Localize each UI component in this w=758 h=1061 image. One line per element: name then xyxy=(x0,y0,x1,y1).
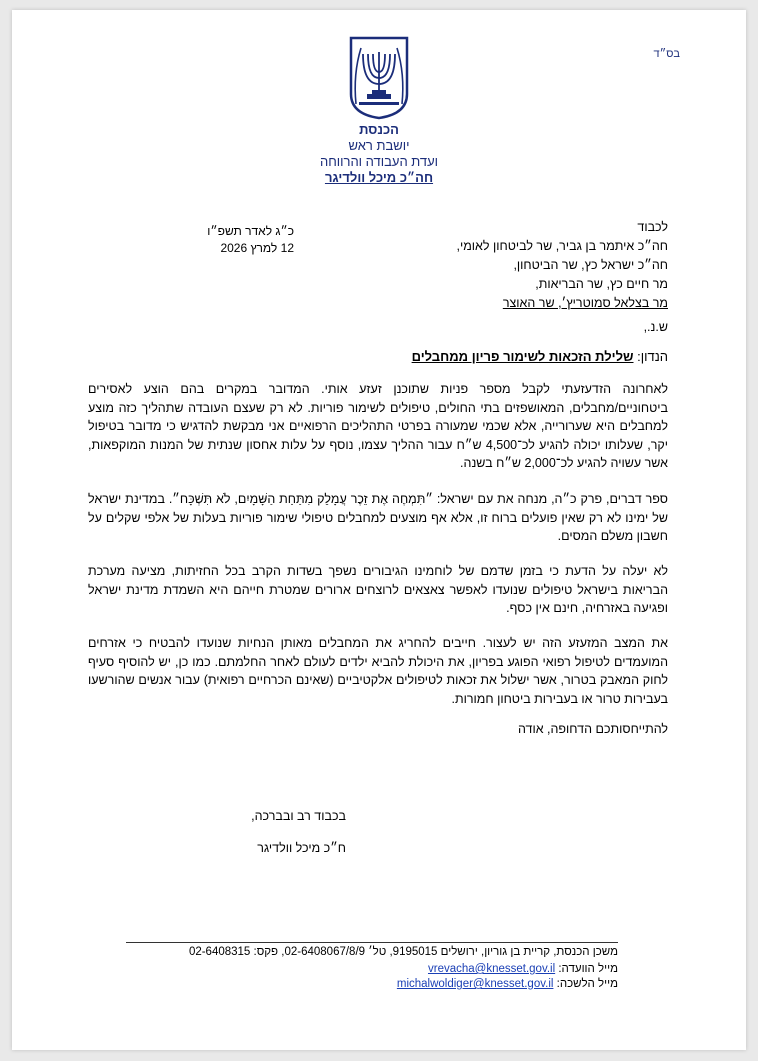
office-mail-label: מייל הלשכה: xyxy=(556,978,618,990)
letterhead-org: הכנסת xyxy=(359,122,399,137)
date-gregorian: 12 למרץ 2026 xyxy=(220,241,294,255)
signature-greeting: בכבוד רב ובברכה, xyxy=(251,809,346,823)
footer-office-mail xyxy=(126,977,618,992)
knesset-emblem-icon xyxy=(347,34,411,120)
letter-date xyxy=(134,223,294,257)
body-paragraph: לא יעלה על הדעת כי בזמן שדמם של לוחמינו הגיבורים נשפך בשדות הקרב בכל החזיתות, מציעה מערכת הבריאות בישראל טיפולים שנועדו לאפשר צאצאים לרוצחים ארורים שמטרת חייהם היא השמדת מדינת ישראל ופגיעה באזרחיה, חינם אין כסף. xyxy=(88,564,668,616)
footer-divider xyxy=(126,942,618,943)
recipient-line: חה״כ איתמר בן גביר, שר לביטחון לאומי, xyxy=(456,239,668,253)
letterhead-role: יושבת ראש xyxy=(348,138,410,153)
committee-mail-link[interactable]: vrevacha@knesset.gov.il xyxy=(427,963,556,975)
signature-name: ח״כ מיכל וולדיגר xyxy=(257,841,346,855)
office-mail-link[interactable]: michalwoldiger@knesset.gov.il xyxy=(396,978,554,990)
footer-address: משכן הכנסת, קריית בן גוריון, ירושלים 9195015, טל׳ 02-6408067/8/9, פקס: 02-6408315 xyxy=(188,946,618,958)
body-paragraph: לאחרונה הזדעזעתי לקבל מספר פניות שתוכנן זעזע אותי. המדובר במקרים בהם הוצע לאסירים ביטחוניים/מחבלים, המאושפזים בתי החולים, טיפולים לשימור פוריות. לא רק שעצם העובדה שתהליך כזה מוצע למחבלים היא שערורייה, אלא שכמי שמעורה בפרטי התהליכים הרפואיים אני מבקשת להדגיש כי מדובר בטיפול יקר, שעלותו יכולה להגיע לכ־4,500 ש״ח עבור ההליך עצמו, נוסף על עלות אחסון שנתית של המנות המוקפאות, אשר עשויה להגיע לכ־2,000 ש״ח בשנה. xyxy=(88,382,668,471)
recipient-line: מר בצלאל סמוטריץ׳, שר האוצר xyxy=(502,296,668,310)
committee-mail-label: מייל הוועדה: xyxy=(558,963,618,975)
body-paragraph: ספר דברים, פרק כ״ה, מנחה את עם ישראל: ״תִּמְחֶה אֶת זֵכֶר עֲמָלֵק מִתַּחַת הַשָּׁמָיִם, לֹא תִּשְׁכָּח״. במדינת ישראל של ימינו לא רק שאין פועלים ברוח זו, אלא אף מוצעים למחבלים טיפולי שימור פוריות בעלות של אלפי שקלים על חשבון משלם המסים. xyxy=(88,492,668,544)
body-paragraph: את המצב המזעזע הזה יש לעצור. חייבים להחריג את המחבלים מאותן הנחיות שנועדו להבטיח כי אזרחים המועמדים לטיפול רפואי הפוגע בפריון, את היכולת להביא ילדים לעולם לאחר החלמתם. כמו כן, יש להוסיף סעיף לחוק המאבק בטרור, אשר ישלול את זכאות לטיפולים אלקטיביים (שאינם הכרחיים רפואית) עבור אנשים שהורשעו בעבירות טרור או בעבירות ביטחון חמורות. xyxy=(88,636,668,706)
recipient-line: חה״כ ישראל כץ, שר הביטחון, xyxy=(513,258,668,272)
letterhead-name: חה״כ מיכל וולדיגר xyxy=(324,170,434,185)
salutation: ש.נ., xyxy=(643,320,668,334)
letterhead xyxy=(200,122,558,186)
recipient-line: מר חיים כץ, שר הבריאות, xyxy=(535,277,668,291)
bsd-mark: בס״ד xyxy=(653,48,680,60)
signature-block xyxy=(146,800,346,864)
subject-title: שלילת הזכאות לשימור פריון ממחבלים xyxy=(411,349,634,364)
recipients-to: לכבוד xyxy=(637,220,668,234)
footer-committee-mail xyxy=(126,962,618,977)
recipients-block xyxy=(308,218,668,313)
subject-label: הנדון: xyxy=(637,349,668,364)
date-hebrew: כ״ג לאדר תשפ״ו xyxy=(207,224,294,238)
closing-line: להתייחסותכם הדחופה, אודה xyxy=(517,722,668,736)
letterhead-committee: ועדת העבודה והרווחה xyxy=(319,154,439,169)
subject-line xyxy=(168,349,668,364)
